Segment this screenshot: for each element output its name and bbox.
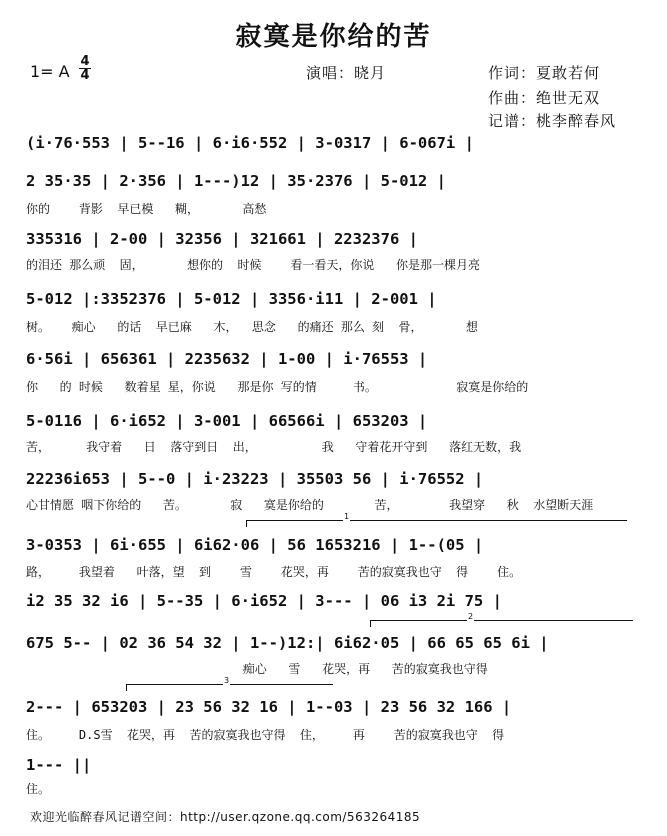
lyricist-credit: 作词：夏敢若何: [488, 64, 601, 82]
time-signature: [78, 55, 92, 82]
score-line-7: 22236i653 | 5--0 | i·23223 | 35503 56 | i·76552 |: [26, 470, 484, 488]
lyric-line-5: 你 的 时候 数着星 星，你说 那是你 写的情 书。 寂寞是你给的: [26, 380, 529, 394]
score-line-9: i2 35 32 i6 | 5--35 | 6·i652 | 3--- | 06 i3 2i 75 |: [26, 592, 502, 610]
singer-credit: 演唱：晓月: [306, 64, 387, 82]
composer-credit: 作曲：绝世无双: [488, 89, 601, 107]
lyric-line-10: 痴心 雪 花哭，再 苦的寂寞我也守得: [26, 662, 488, 676]
volta-number-1: 1: [344, 512, 350, 521]
footer-url-text: 欢迎光临醉春风记谱空间：http://user.qzone.qq.com/563264185: [30, 810, 421, 824]
lyric-line-12: 住。: [26, 782, 51, 796]
score-line-8: 3-0353 | 6i·655 | 6i62·06 | 56 1653216 | 1--(05 |: [26, 536, 484, 554]
lyric-line-3: 的泪还 那么顽 固， 想你的 时候 看一看天，你说 你是那一棵月亮: [26, 258, 481, 272]
key-signature: 1= A: [30, 62, 70, 81]
score-line-4: 5-012 |:3352376 | 5-012 | 3356·i11 | 2-001 |: [26, 290, 437, 308]
lyric-line-6: 苦， 我守着 日 落守到日 出， 我 守着花开守到 落红无数，我: [26, 440, 522, 454]
score-line-5: 6·56i | 656361 | 2235632 | 1-00 | i·76553 |: [26, 350, 428, 368]
score-line-10: 675 5-- | 02 36 54 32 | 1--)12:| 6i62·05 | 66 65 65 6i |: [26, 634, 549, 652]
score-line-11: 2--- | 653203 | 23 56 32 16 | 1--03 | 23 56 32 166 |: [26, 698, 512, 716]
score-line-2: 2 35·35 | 2·356 | 1---)12 | 35·2376 | 5-012 |: [26, 172, 446, 190]
transcriber-credit: 记谱：桃李醉春风: [488, 112, 617, 130]
score-line-3: 335316 | 2-00 | 32356 | 321661 | 2232376 |: [26, 230, 418, 248]
time-signature-bottom: 4: [80, 68, 90, 83]
lyric-line-2: 你的 背影 早已模 糊， 高愁: [26, 202, 267, 216]
score-line-1: (i·76·553 | 5--16 | 6·i6·552 | 3-0317 | 6-067i |: [26, 134, 474, 152]
lyric-line-7: 心甘情愿 咽下你给的 苦。 寂 寞是你给的 苦， 我望穿 秋 水望断天涯: [26, 498, 594, 512]
lyric-line-11: 住。 D.S雪 花哭，再 苦的寂寞我也守得 住， 再 苦的寂寞我也守 得: [26, 728, 505, 742]
lyric-line-8: 路， 我望着 叶落，望 到 雪 花哭，再 苦的寂寞我也守 得 住。: [26, 565, 522, 579]
score-line-6: 5-0116 | 6·i652 | 3-001 | 66566i | 653203 |: [26, 412, 428, 430]
volta-number-3: 3: [224, 676, 230, 685]
lyric-line-4: 树。 痴心 的话 早已麻 木， 思念 的痛还 那么 刻 骨， 想: [26, 320, 478, 334]
volta-bracket-2: [370, 612, 633, 627]
volta-bracket-3: [126, 676, 333, 691]
volta-number-2: 2: [468, 612, 474, 621]
volta-bracket-1: [246, 512, 627, 527]
time-signature-top: 4: [80, 54, 90, 69]
score-line-12: 1--- ||: [26, 756, 92, 774]
song-title: 寂寞是你给的苦: [235, 22, 432, 52]
